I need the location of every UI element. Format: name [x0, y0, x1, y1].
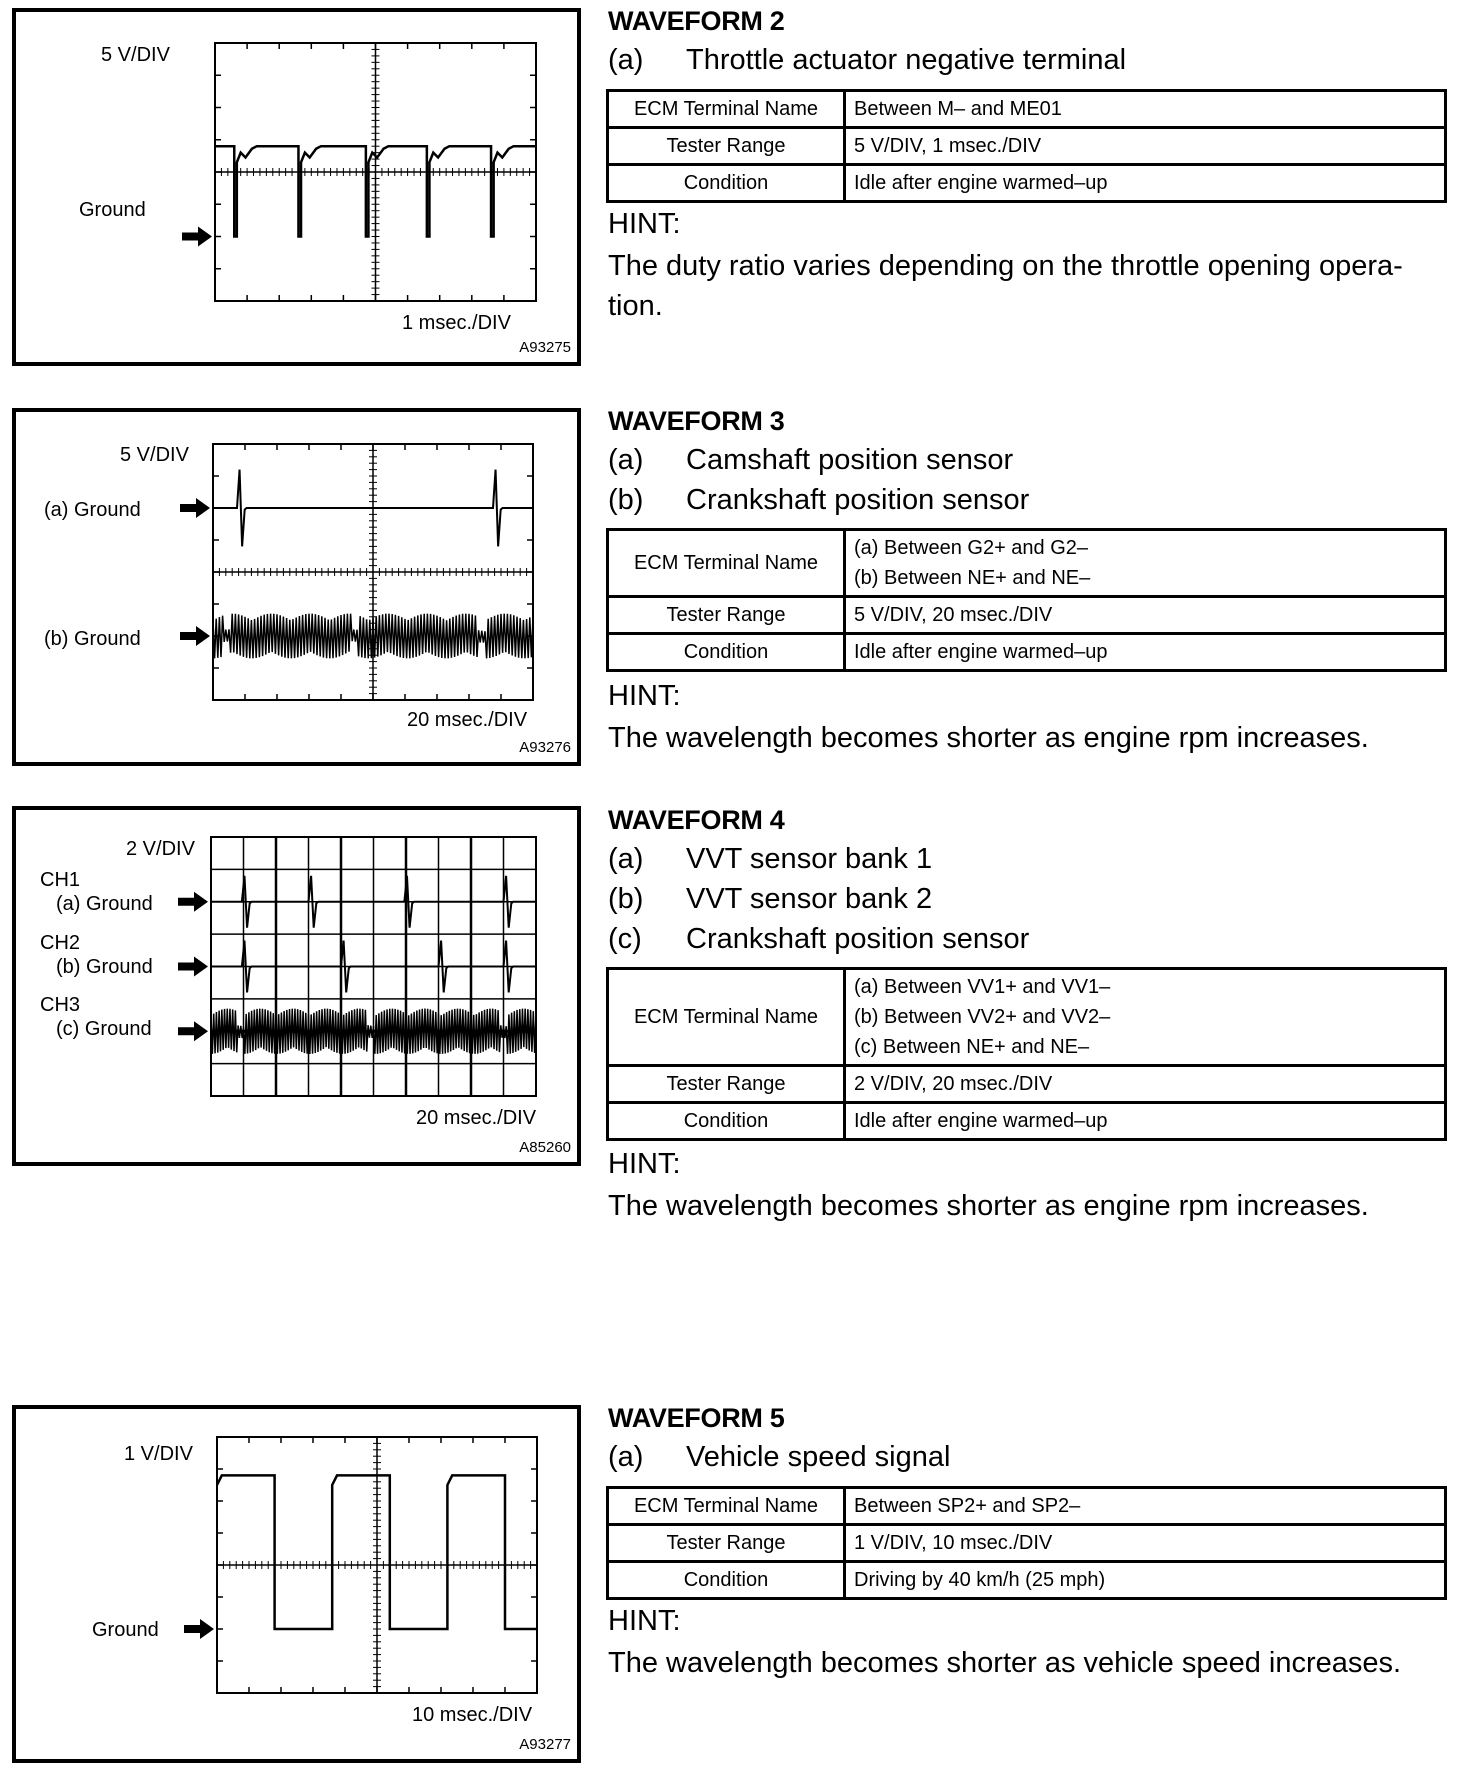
hint-label: HINT: — [608, 680, 681, 712]
value-line: (b) Between VV2+ and VV2– — [854, 1006, 1111, 1028]
signal-item — [608, 44, 1126, 77]
ground-label: Ground — [79, 199, 146, 221]
table-value — [845, 1103, 1446, 1140]
table-value — [845, 1562, 1446, 1599]
section-heading: WAVEFORM 5 — [608, 1403, 785, 1433]
table-key: Condition — [608, 1562, 845, 1599]
item-text: Throttle actuator negative terminal — [686, 44, 1127, 76]
value-line: 5 V/DIV, 20 msec./DIV — [854, 604, 1053, 626]
item-text: Crankshaft position sensor — [686, 923, 1030, 955]
channel-label-ch2: CH2 — [40, 932, 81, 954]
value-line: Driving by 40 km/h (25 mph) — [854, 1569, 1106, 1591]
time-div-label: 20 msec./DIV — [407, 709, 528, 731]
hint-text: The wavelength becomes shorter as engine rpm increases. — [608, 1190, 1369, 1222]
item-label: (a) — [608, 444, 644, 476]
item-text: VVT sensor bank 1 — [686, 843, 933, 875]
table-value — [845, 165, 1446, 202]
volt-div-label: 5 V/DIV — [120, 444, 189, 466]
table-row — [608, 1103, 1446, 1140]
signal-item — [608, 484, 1029, 517]
ground-arrow-icon — [182, 227, 212, 247]
figure-id: A93277 — [519, 1736, 571, 1753]
table-key: ECM Terminal Name — [608, 91, 845, 128]
table-value — [845, 597, 1446, 634]
channel-label-ch1: CH1 — [40, 869, 81, 891]
ground-arrow-icon — [180, 626, 210, 646]
table-value — [845, 1488, 1446, 1525]
table-key: ECM Terminal Name — [608, 1488, 845, 1525]
item-text: Camshaft position sensor — [686, 444, 1014, 476]
value-line: Idle after engine warmed–up — [854, 172, 1108, 194]
ground-label-b: (b) Ground — [56, 956, 153, 978]
hint-label: HINT: — [608, 208, 681, 240]
table-value — [845, 530, 1446, 597]
spec-table — [606, 528, 1447, 672]
item-label: (a) — [608, 843, 644, 875]
table-row — [608, 1488, 1446, 1525]
table-row — [608, 530, 1446, 597]
hint-line-1: The duty ratio varies depending on the throttle opening opera- — [608, 250, 1403, 282]
signal-item — [608, 923, 1029, 956]
value-line: (a) Between VV1+ and VV1– — [854, 976, 1111, 998]
value-line: 2 V/DIV, 20 msec./DIV — [854, 1073, 1053, 1095]
figure-box-waveform-2 — [12, 8, 581, 366]
table-key: Tester Range — [608, 128, 845, 165]
table-value — [845, 969, 1446, 1066]
table-key: ECM Terminal Name — [608, 530, 845, 597]
section-heading: WAVEFORM 2 — [608, 6, 785, 36]
table-key: Tester Range — [608, 1525, 845, 1562]
spec-table — [606, 1486, 1447, 1600]
figure-id: A93275 — [519, 339, 571, 356]
ground-arrow-icon — [178, 892, 208, 912]
figure-box-waveform-4 — [12, 806, 581, 1166]
ground-label-b: (b) Ground — [44, 628, 141, 650]
item-text: Vehicle speed signal — [686, 1441, 951, 1473]
hint-label: HINT: — [608, 1148, 681, 1180]
spec-table — [606, 967, 1447, 1141]
section-heading: WAVEFORM 3 — [608, 406, 785, 436]
signal-item — [608, 883, 932, 916]
ground-arrow-icon — [178, 1021, 208, 1041]
time-div-label: 1 msec./DIV — [402, 312, 511, 334]
value-line: Idle after engine warmed–up — [854, 641, 1108, 663]
hint-text: The wavelength becomes shorter as engine rpm increases. — [608, 722, 1369, 754]
value-line: Between SP2+ and SP2– — [854, 1495, 1081, 1517]
table-row — [608, 128, 1446, 165]
table-row — [608, 1066, 1446, 1103]
table-row — [608, 969, 1446, 1066]
channel-label-ch3: CH3 — [40, 994, 81, 1016]
ground-label-a: (a) Ground — [56, 893, 153, 915]
hint-text — [608, 246, 1450, 326]
figure-id: A85260 — [519, 1139, 571, 1156]
signal-item — [608, 1441, 950, 1474]
item-text: VVT sensor bank 2 — [686, 883, 933, 915]
ground-label-a: (a) Ground — [44, 499, 141, 521]
item-label: (b) — [608, 484, 644, 516]
table-key: ECM Terminal Name — [608, 969, 845, 1066]
value-line: 5 V/DIV, 1 msec./DIV — [854, 135, 1042, 157]
item-label: (a) — [608, 44, 644, 76]
figure-box-waveform-5 — [12, 1405, 581, 1763]
table-row — [608, 1525, 1446, 1562]
volt-div-label: 2 V/DIV — [126, 838, 195, 860]
value-line: (b) Between NE+ and NE– — [854, 567, 1091, 589]
table-key: Tester Range — [608, 1066, 845, 1103]
ground-label: Ground — [92, 1619, 159, 1641]
table-value — [845, 1066, 1446, 1103]
figure-id: A93276 — [519, 739, 571, 756]
table-row — [608, 597, 1446, 634]
item-label: (b) — [608, 883, 644, 915]
table-value — [845, 91, 1446, 128]
table-row — [608, 1562, 1446, 1599]
item-label: (c) — [608, 923, 642, 955]
table-row — [608, 91, 1446, 128]
hint-line-2: tion. — [608, 290, 663, 322]
value-line: (a) Between G2+ and G2– — [854, 537, 1089, 559]
hint-text: The wavelength becomes shorter as vehicle speed increases. — [608, 1647, 1402, 1679]
section-heading: WAVEFORM 4 — [608, 805, 785, 835]
signal-item — [608, 843, 932, 876]
time-div-label: 20 msec./DIV — [416, 1107, 537, 1129]
ground-label-c: (c) Ground — [56, 1018, 152, 1040]
value-line: (c) Between NE+ and NE– — [854, 1036, 1090, 1058]
value-line: Between M– and ME01 — [854, 98, 1062, 120]
table-key: Condition — [608, 1103, 845, 1140]
value-line: 1 V/DIV, 10 msec./DIV — [854, 1532, 1053, 1554]
table-key: Tester Range — [608, 597, 845, 634]
table-value — [845, 1525, 1446, 1562]
time-div-label: 10 msec./DIV — [412, 1704, 533, 1726]
ground-arrow-icon — [180, 498, 210, 518]
signal-item — [608, 444, 1013, 477]
volt-div-label: 1 V/DIV — [124, 1443, 193, 1465]
table-key: Condition — [608, 634, 845, 671]
value-line: Idle after engine warmed–up — [854, 1110, 1108, 1132]
table-value — [845, 634, 1446, 671]
table-row — [608, 165, 1446, 202]
hint-label: HINT: — [608, 1605, 681, 1637]
table-row — [608, 634, 1446, 671]
spec-table — [606, 89, 1447, 203]
ground-arrow-icon — [178, 957, 208, 977]
ground-arrow-icon — [184, 1619, 214, 1639]
table-value — [845, 128, 1446, 165]
figure-box-waveform-3 — [12, 408, 581, 766]
table-key: Condition — [608, 165, 845, 202]
item-text: Crankshaft position sensor — [686, 484, 1030, 516]
item-label: (a) — [608, 1441, 644, 1473]
volt-div-label: 5 V/DIV — [101, 44, 170, 66]
